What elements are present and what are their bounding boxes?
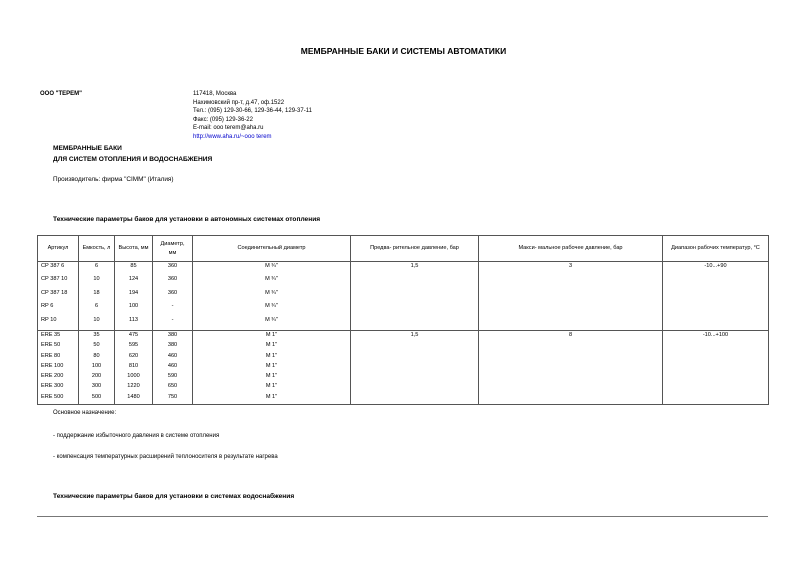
table-cell: M ¾" bbox=[193, 290, 351, 303]
section-heading-line2: ДЛЯ СИСТЕМ ОТОПЛЕНИЯ И ВОДОСНАБЖЕНИЯ bbox=[53, 155, 213, 163]
table-cell bbox=[351, 303, 479, 316]
params-table bbox=[37, 235, 769, 405]
table-row bbox=[38, 383, 769, 393]
table-cell bbox=[663, 317, 769, 331]
divider bbox=[37, 516, 768, 517]
table-cell bbox=[479, 363, 663, 373]
table-cell: M ¾" bbox=[193, 276, 351, 289]
header-cell: Высота, мм bbox=[115, 236, 153, 262]
table-cell bbox=[351, 290, 479, 303]
company-address bbox=[193, 90, 312, 142]
table-cell bbox=[479, 276, 663, 289]
table-cell: M 1" bbox=[193, 363, 351, 373]
table-cell bbox=[479, 353, 663, 363]
table-cell bbox=[479, 383, 663, 393]
table-cell bbox=[479, 317, 663, 331]
table-cell bbox=[663, 342, 769, 352]
table-row bbox=[38, 317, 769, 331]
table-row bbox=[38, 353, 769, 363]
table-row bbox=[38, 394, 769, 405]
table-cell: RP 10 bbox=[38, 317, 79, 331]
table-cell: - bbox=[153, 317, 193, 331]
table-cell bbox=[351, 373, 479, 383]
table-cell: -10...+90 bbox=[663, 262, 769, 277]
table-cell bbox=[351, 353, 479, 363]
table-cell: 650 bbox=[153, 383, 193, 393]
table-cell: 595 bbox=[115, 342, 153, 352]
table-cell: M 1" bbox=[193, 342, 351, 352]
table-cell: 6 bbox=[79, 262, 115, 277]
table-cell bbox=[663, 290, 769, 303]
table-cell: 6 bbox=[79, 303, 115, 316]
table-cell: 750 bbox=[153, 394, 193, 405]
table-cell bbox=[663, 353, 769, 363]
header-cell: Соединительный диаметр bbox=[193, 236, 351, 262]
table-cell: 100 bbox=[79, 363, 115, 373]
table-cell: 1480 bbox=[115, 394, 153, 405]
table-cell: ERE 200 bbox=[38, 373, 79, 383]
table-cell: 360 bbox=[153, 262, 193, 277]
purpose-item: - компенсация температурных расширений теплоносителя в результате нагрева bbox=[53, 454, 278, 460]
table-cell: 300 bbox=[79, 383, 115, 393]
table-cell: 620 bbox=[115, 353, 153, 363]
table-row bbox=[38, 330, 769, 342]
table-cell: 360 bbox=[153, 276, 193, 289]
table-cell: 810 bbox=[115, 363, 153, 373]
header-cell: Артикул bbox=[38, 236, 79, 262]
producer-text: Производитель: фирма "CIMM" (Италия) bbox=[53, 176, 174, 183]
table-cell: M 1" bbox=[193, 394, 351, 405]
table-cell bbox=[663, 276, 769, 289]
table-cell: CP 387 10 bbox=[38, 276, 79, 289]
table-cell bbox=[479, 303, 663, 316]
table-cell bbox=[663, 303, 769, 316]
address-email: E-mail: ooo terem@aha.ru bbox=[193, 125, 264, 132]
table-cell: 475 bbox=[115, 330, 153, 342]
header-cell: Диапазон рабочих температур, °С bbox=[663, 236, 769, 262]
page-title: МЕМБРАННЫЕ БАКИ И СИСТЕМЫ АВТОМАТИКИ bbox=[300, 46, 507, 56]
table-cell: ERE 50 bbox=[38, 342, 79, 352]
table-cell: -10...+100 bbox=[663, 330, 769, 342]
table-cell: 1000 bbox=[115, 373, 153, 383]
table-cell: 100 bbox=[115, 303, 153, 316]
table-cell bbox=[351, 383, 479, 393]
table-cell: ERE 100 bbox=[38, 363, 79, 373]
table-cell: 1,5 bbox=[351, 262, 479, 277]
table-cell: M 1" bbox=[193, 330, 351, 342]
table-row bbox=[38, 342, 769, 352]
table-cell: M ¾" bbox=[193, 303, 351, 316]
table-cell bbox=[479, 290, 663, 303]
table-cell: M ¾" bbox=[193, 262, 351, 277]
table-row bbox=[38, 363, 769, 373]
section-heading bbox=[53, 144, 212, 165]
table-cell: 194 bbox=[115, 290, 153, 303]
table-cell: ERE 500 bbox=[38, 394, 79, 405]
table-cell: M 1" bbox=[193, 373, 351, 383]
table-cell: 3 bbox=[479, 262, 663, 277]
table-cell: 8 bbox=[479, 330, 663, 342]
table-cell: 590 bbox=[153, 373, 193, 383]
table-cell: CP 387 6 bbox=[38, 262, 79, 277]
table2-caption: Технические параметры баков для установки в системах водоснабжения bbox=[53, 493, 295, 500]
table-cell: 360 bbox=[153, 290, 193, 303]
table-cell: 460 bbox=[153, 363, 193, 373]
purpose-item: - поддержание избыточного давления в системе отопления bbox=[53, 433, 220, 439]
table-cell: 500 bbox=[79, 394, 115, 405]
table-cell: CP 387 18 bbox=[38, 290, 79, 303]
header-cell: Емкость, л bbox=[79, 236, 115, 262]
table-cell: 85 bbox=[115, 262, 153, 277]
table-cell: ERE 300 bbox=[38, 383, 79, 393]
table-cell: M 1" bbox=[193, 383, 351, 393]
table-cell: 10 bbox=[79, 276, 115, 289]
table-row bbox=[38, 262, 769, 277]
table-cell: ERE 35 bbox=[38, 330, 79, 342]
table-cell bbox=[663, 394, 769, 405]
address-tel: Тел.: (095) 129-30-66, 129-36-44, 129-37-11 bbox=[193, 108, 312, 115]
table-cell bbox=[663, 373, 769, 383]
address-fax: Факс: (095) 129-36-22 bbox=[193, 116, 253, 123]
table-cell bbox=[479, 373, 663, 383]
table-header-row bbox=[38, 236, 769, 262]
table-cell bbox=[351, 394, 479, 405]
table-cell: 18 bbox=[79, 290, 115, 303]
table1-caption: Технические параметры баков для установки в автономных системах отопления bbox=[53, 216, 321, 223]
section-heading-line1: МЕМБРАННЫЕ БАКИ bbox=[53, 145, 122, 152]
table-row bbox=[38, 373, 769, 383]
table-cell bbox=[351, 363, 479, 373]
table-cell bbox=[663, 363, 769, 373]
table-cell: 380 bbox=[153, 342, 193, 352]
table-cell: M 1" bbox=[193, 353, 351, 363]
table-cell: 113 bbox=[115, 317, 153, 331]
table-cell: ERE 80 bbox=[38, 353, 79, 363]
table-cell bbox=[479, 394, 663, 405]
table-cell: 80 bbox=[79, 353, 115, 363]
website-link[interactable]: http://www.aha.ru/~ooo terem bbox=[193, 133, 272, 140]
table-cell: 380 bbox=[153, 330, 193, 342]
table-row bbox=[38, 290, 769, 303]
table-cell: 1220 bbox=[115, 383, 153, 393]
table-cell: 10 bbox=[79, 317, 115, 331]
table-cell: 50 bbox=[79, 342, 115, 352]
company-name: ООО "ТЕРЕМ" bbox=[40, 91, 83, 97]
address-line1: 117418, Москва bbox=[193, 91, 237, 97]
table-cell: 124 bbox=[115, 276, 153, 289]
table-cell: 460 bbox=[153, 353, 193, 363]
header-cell: Макси- мальное рабочее давление, бар bbox=[479, 236, 663, 262]
table-cell: M ¾" bbox=[193, 317, 351, 331]
address-line2: Нахимовский пр-т, д.47, оф.1522 bbox=[193, 99, 285, 106]
table-row bbox=[38, 276, 769, 289]
header-cell: Диаметр, мм bbox=[153, 236, 193, 262]
table-cell bbox=[479, 342, 663, 352]
table-cell: 1,5 bbox=[351, 330, 479, 342]
table-cell: - bbox=[153, 303, 193, 316]
table-cell bbox=[351, 276, 479, 289]
table-cell bbox=[351, 317, 479, 331]
header-cell: Предва- рительное давление, бар bbox=[351, 236, 479, 262]
table-cell: 200 bbox=[79, 373, 115, 383]
table-cell: RP 6 bbox=[38, 303, 79, 316]
purpose-heading: Основное назначение: bbox=[53, 410, 117, 416]
table-cell: 35 bbox=[79, 330, 115, 342]
table-cell bbox=[351, 342, 479, 352]
table-row bbox=[38, 303, 769, 316]
table-cell bbox=[663, 383, 769, 393]
